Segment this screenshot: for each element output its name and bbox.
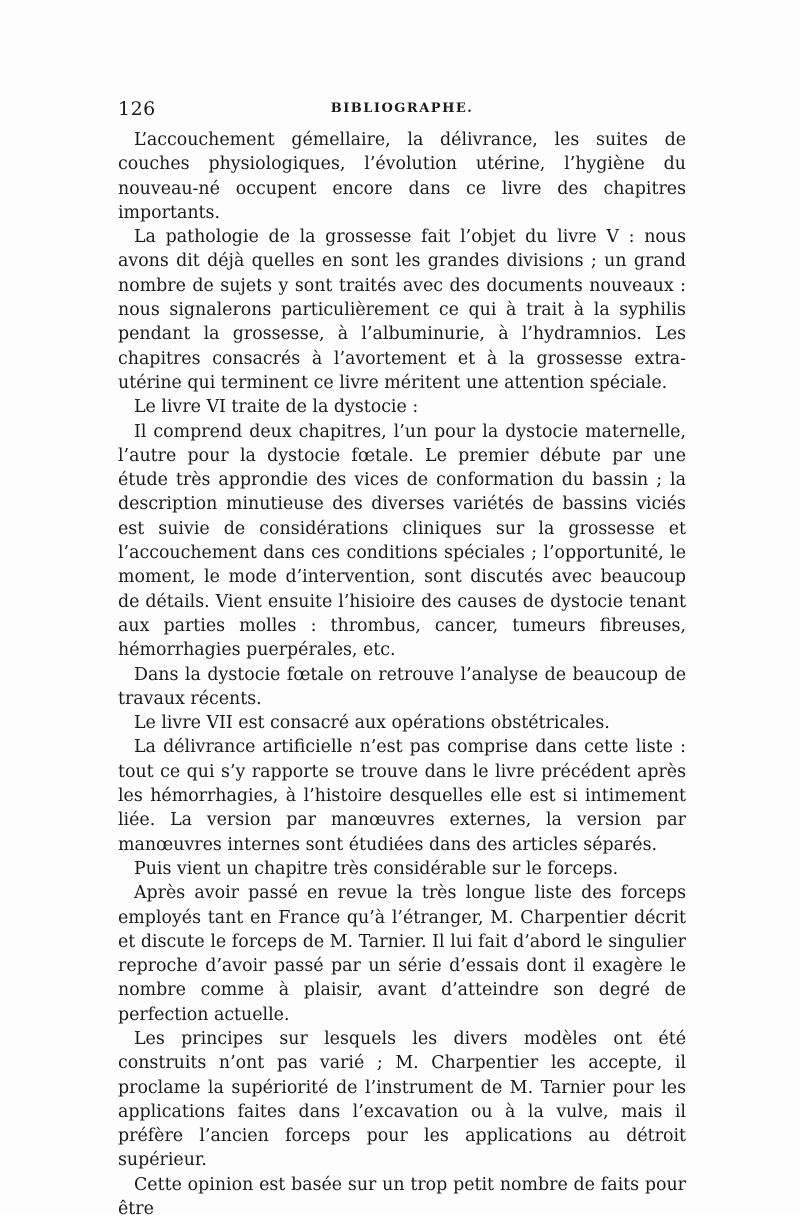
paragraph: Il comprend deux chapitres, l’un pour la dystocie maternelle, l’autre pour la dystocie fœtale. Le premier débute par une étude très approndie des vices de conformation du bassin ; la description minutieuse des diverses variétés de bassins viciés est suivie de considérations cliniques sur la grossesse et l’accouchement dans ces conditions spéciales ; l’opportunité, le moment, le mode d’intervention, sont discutés avec beaucoup de détails. Vient ensuite l’hisioire des causes de dystocie tenant aux parties molles : thrombus, cancer, tumeurs fibreuses, hémorrhagies puerpérales, etc. [118,421,686,661]
paragraph: Le livre VI traite de la dystocie : [134,397,419,418]
paragraph: Cette opinion est basée sur un trop petit nombre de faits pour être [118,1174,686,1220]
paragraph: Les principes sur lesquels les divers modèles ont été construits n’ont pas varié ; M. Charpentier les accepte, il proclame la supériorité de l’instrument de M. Tarnier pour les applications faites dans l’excavation ou à la vulve, mais il préfère l’ancien forceps pour les applications au détroit supérieur. [118,1028,686,1171]
paragraph: Le livre VII est consacré aux opérations obstétricales. [134,713,610,734]
paragraph: Puis vient un chapitre très considérable sur le forceps. [134,858,619,879]
body-text [118,128,686,1221]
paragraph: La pathologie de la grossesse fait l’objet du livre V : nous avons dit déjà quelles en sont les grandes divisions ; un grand nombre de sujets y sont traités avec des documents nouveaux : nous signalerons particulièrement ce qui à trait à la syphilis pendant la grossesse, à l’albuminurie, à l’hydramnios. Les chapitres consacrés à l’avortement et à la grossesse extra-utérine qui terminent ce livre méritent une attention spéciale. [118,227,686,393]
running-title: BIBLIOGRAPHE. [330,101,474,116]
paragraph: L’accouchement gémellaire, la délivrance, les suites de couches physiologiques, l’évolution utérine, l’hygiène du nouveau-né occupent encore dans ce livre des chapitres importants. [118,130,686,223]
paragraph: Après avoir passé en revue la très longue liste des forceps employés tant en France qu’à l’étranger, M. Charpentier décrit et discute le forceps de M. Tarnier. Il lui fait d’abord le singulier reproche d’avoir passé par un série d’essais dont il exagère le nombre comme à plaisir, avant d’atteindre son degré de perfection actuelle. [118,883,686,1025]
paragraph: Dans la dystocie fœtale on retrouve l’analyse de beaucoup de travaux récents. [118,664,686,709]
running-head [118,98,686,124]
page-number: 126 [118,98,156,120]
paragraph: La délivrance artificielle n’est pas comprise dans cette liste : tout ce qui s’y rapporte se trouve dans le livre précédent après les hémorrhagies, à l’histoire desquelles elle est si intimement liée. La version par manœuvres externes, la version par manœuvres internes sont étudiées dans des articles séparés. [118,737,686,855]
